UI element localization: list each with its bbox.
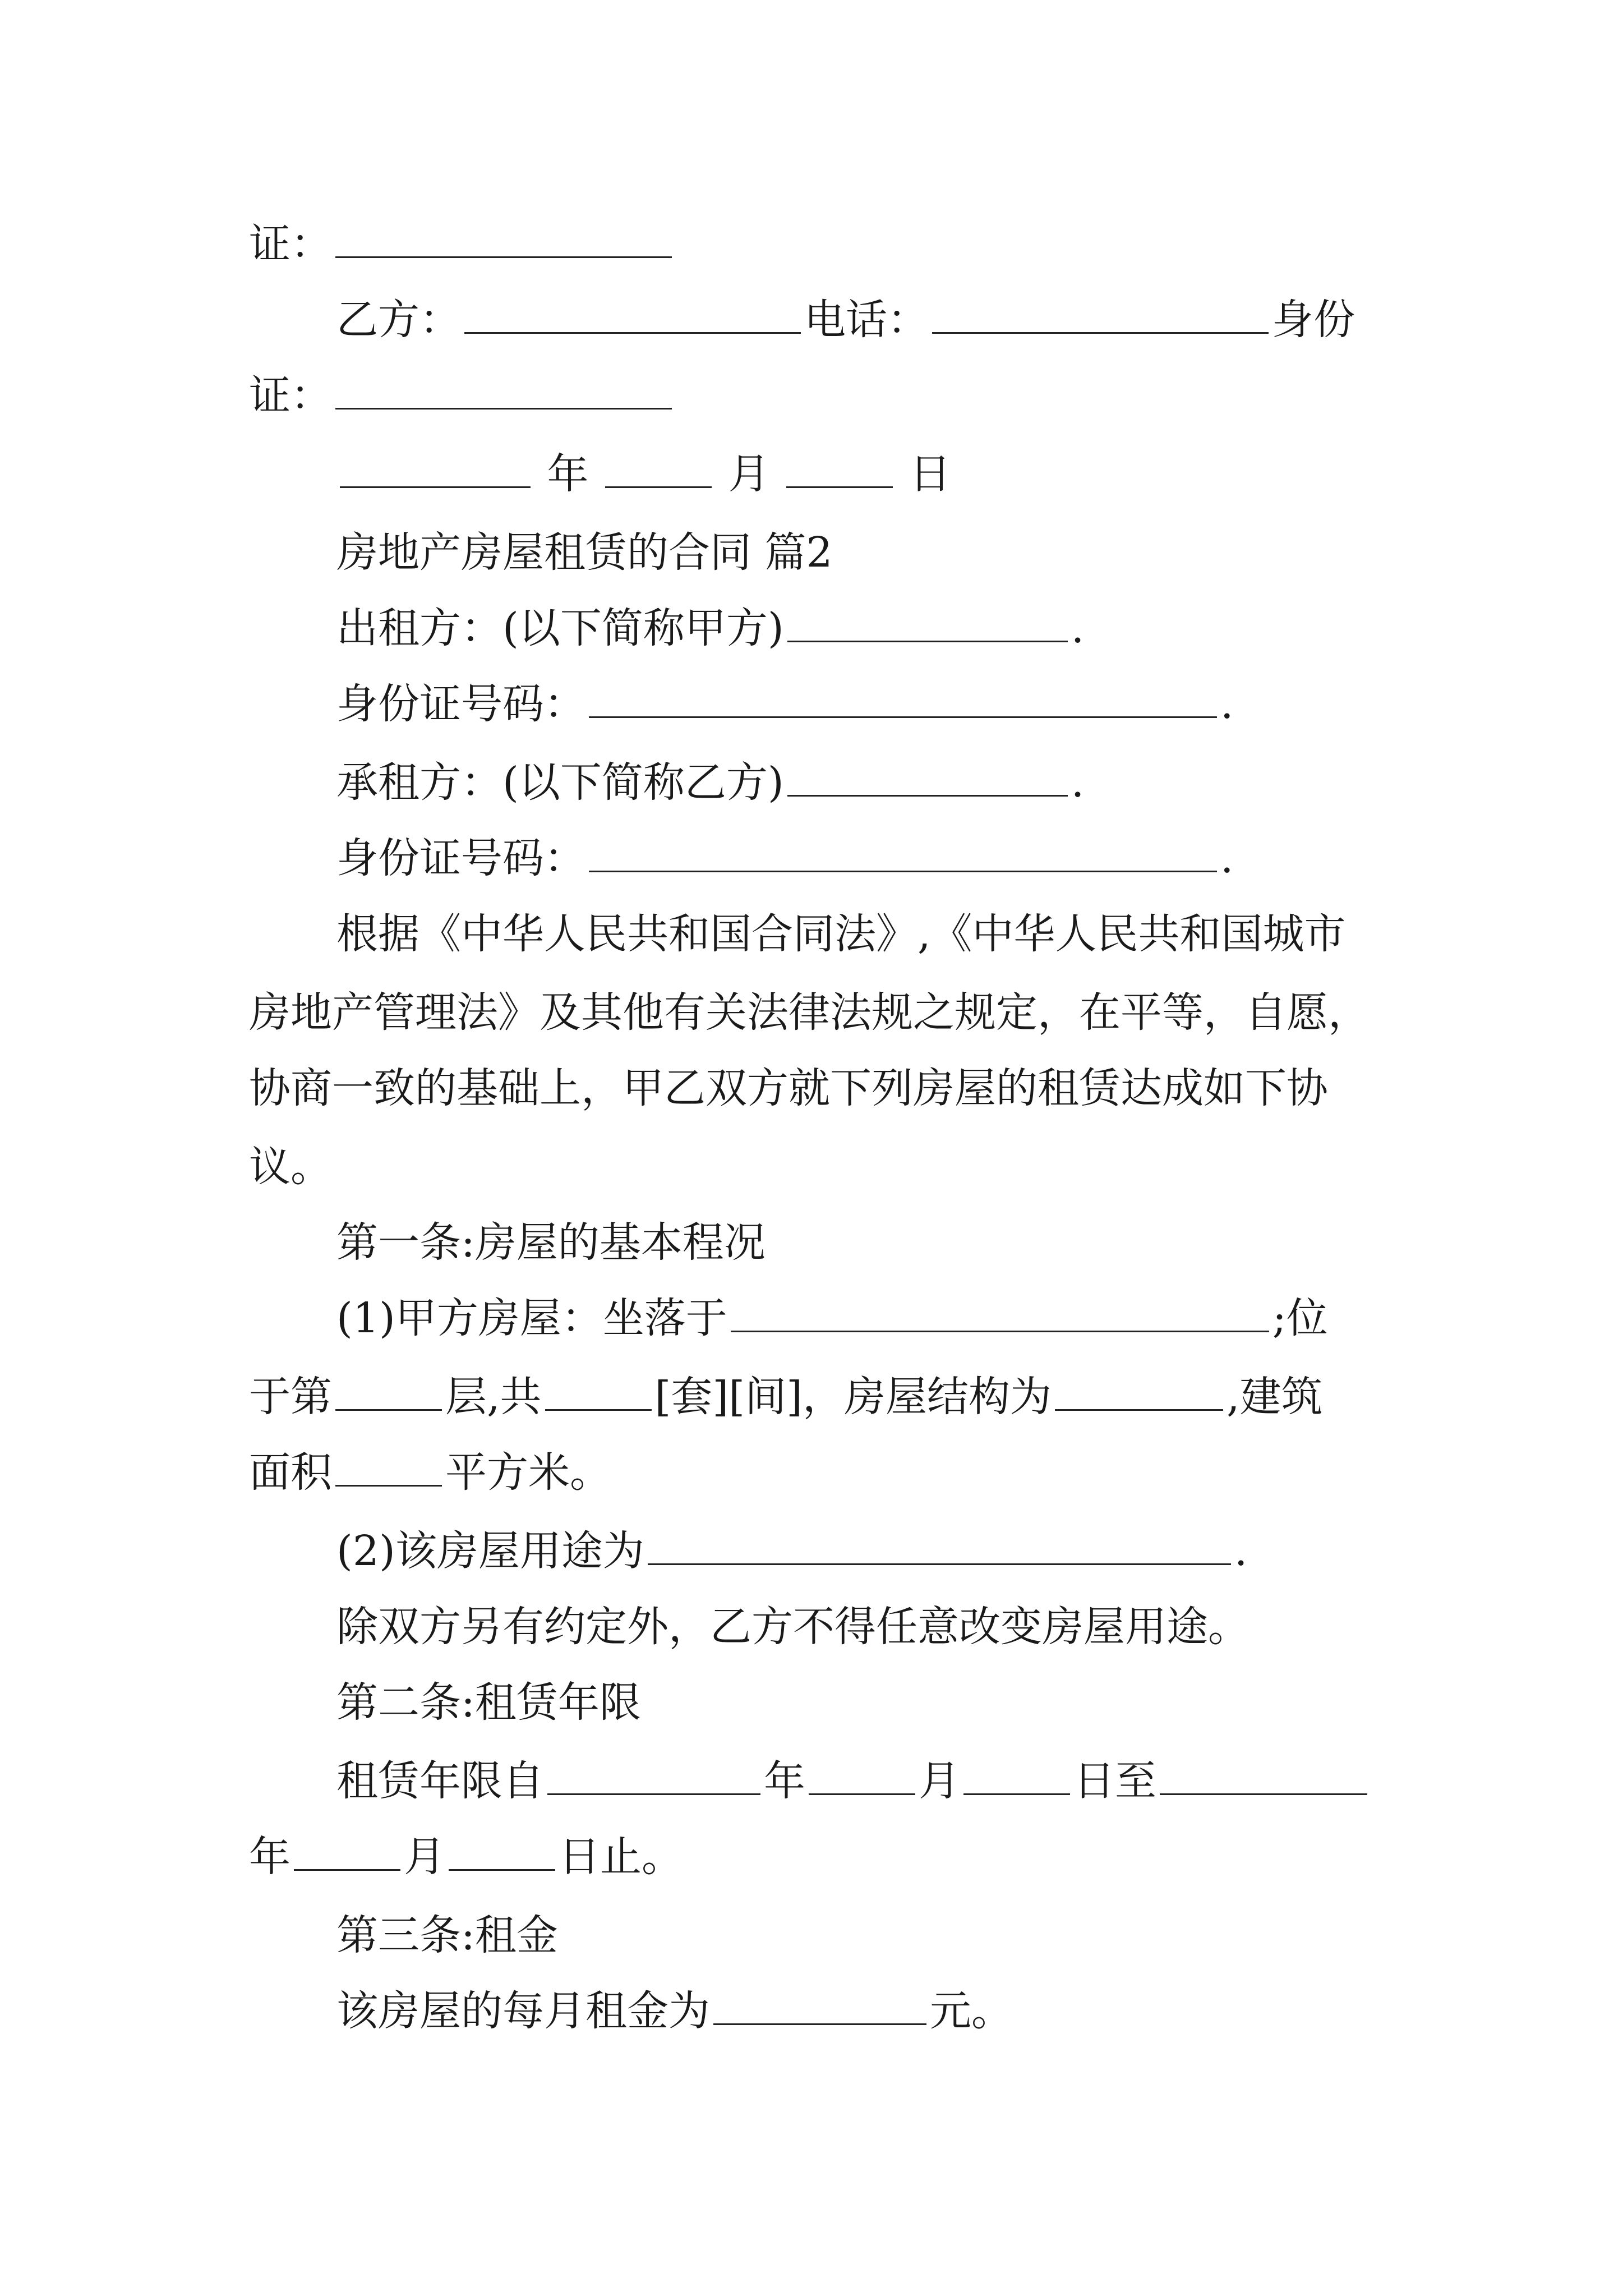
article-2-line-2: [249, 1829, 1382, 1885]
lessee-id-line: 身份证号码： .: [336, 834, 1234, 882]
blank-field: [963, 1759, 1070, 1795]
rent-label: 该房屋的每月租金为: [336, 1987, 710, 2035]
area-unit: 平方米。: [445, 1448, 611, 1497]
article-1-clause-1-line-1: [336, 1290, 1382, 1346]
article-1-clause-3: 除双方另有约定外，乙方不得任意改变房屋用途。: [336, 1603, 1249, 1651]
blank-field: [449, 1834, 555, 1871]
lessor-id-label: 身份证号码：: [336, 680, 585, 728]
id-label: 证：: [249, 371, 332, 420]
blank-field: [340, 452, 531, 488]
blank-field: [335, 222, 672, 258]
blank-field: [786, 452, 893, 488]
blank-field: [335, 1450, 442, 1487]
lessor-label: 出租方：(以下简称甲方): [336, 604, 784, 652]
blank-field: [605, 452, 712, 488]
lessee-id-label: 身份证号码：: [336, 834, 585, 882]
blank-field: [648, 1529, 1231, 1565]
blank-field: [1160, 1759, 1367, 1795]
total-label: 层,共: [445, 1373, 542, 1421]
blank-field: [589, 682, 1217, 718]
currency-unit: 元。: [930, 1987, 1013, 2035]
section-heading: 房地产房屋租赁的合同 篇2: [336, 528, 833, 577]
lessor-id-line: 身份证号码： .: [336, 680, 1234, 728]
blank-field: [932, 297, 1269, 334]
date-line: [336, 446, 1382, 502]
year-label: 年: [249, 1833, 291, 1881]
blank-field: [713, 1989, 926, 2025]
month-label: 月: [728, 450, 770, 498]
lessee-label: 承租方：(以下简称乙方): [336, 758, 784, 807]
phone-label: 电话：: [804, 296, 929, 344]
day-label: 日: [909, 450, 951, 498]
id-line-a: [249, 216, 1382, 272]
blank-field: [294, 1834, 400, 1871]
article-1-clause-1-line-2: [249, 1369, 1382, 1425]
id-label: 证：: [249, 220, 332, 268]
blank-field: [1055, 1374, 1223, 1411]
article-1-title: 第一条:房屋的基本程况: [336, 1218, 766, 1267]
blank-field: [589, 836, 1217, 872]
month-label: 月: [404, 1833, 445, 1881]
month-label: 月: [919, 1757, 960, 1805]
blank-field: [464, 297, 801, 334]
party-b-line: [336, 292, 1382, 348]
id-line-b: [249, 367, 1382, 424]
preamble-line-3: 协商一致的基础上，甲乙双方就下列房屋的租赁达成如下协: [249, 1064, 1328, 1112]
blank-field: [809, 1759, 915, 1795]
blank-field: [547, 1759, 760, 1795]
blank-field: [787, 606, 1068, 642]
usage-label: (2)该房屋用途为: [336, 1527, 644, 1575]
article-2-title: 第二条:租赁年限: [336, 1678, 641, 1727]
article-2-line-1: [336, 1753, 1382, 1809]
blank-field: [731, 1296, 1269, 1332]
blank-field: [335, 1374, 442, 1411]
lessor-line: 出租方：(以下简称甲方) .: [336, 604, 1085, 652]
structure-label: [套][间]，房屋结构为: [654, 1373, 1052, 1421]
location-label: (1)甲方房屋：坐落于: [336, 1294, 727, 1342]
building-label: ,建筑: [1227, 1373, 1323, 1421]
party-b-label: 乙方：: [336, 296, 461, 344]
day-to-label: 日至: [1073, 1757, 1156, 1805]
area-label: 面积: [249, 1448, 332, 1497]
clause-text: ;位: [1272, 1294, 1328, 1342]
blank-field: [335, 373, 672, 409]
article-1-clause-2: (2)该房屋用途为 .: [336, 1527, 1248, 1575]
end-label: 日止。: [559, 1833, 683, 1881]
preamble-line-2: 房地产管理法》及其他有关法律法规之规定，在平等，自愿，: [249, 988, 1370, 1037]
term-label: 租赁年限自: [336, 1757, 544, 1805]
article-1-clause-1-line-3: [249, 1444, 1382, 1501]
article-3-title: 第三条:租金: [336, 1911, 558, 1959]
article-3-line-1: [336, 1983, 1382, 2039]
id-label-prefix: 身份: [1272, 296, 1355, 344]
preamble-line-4: 议。: [249, 1143, 332, 1191]
floor-label: 于第: [249, 1373, 332, 1421]
preamble-line-1: 根据《中华人民共和国合同法》,《中华人民共和国城市: [336, 910, 1346, 958]
year-label: 年: [547, 450, 589, 498]
blank-field: [787, 760, 1068, 797]
lessee-line: 承租方：(以下简称乙方) .: [336, 758, 1085, 807]
blank-field: [545, 1374, 652, 1411]
year-label: 年: [764, 1757, 805, 1805]
